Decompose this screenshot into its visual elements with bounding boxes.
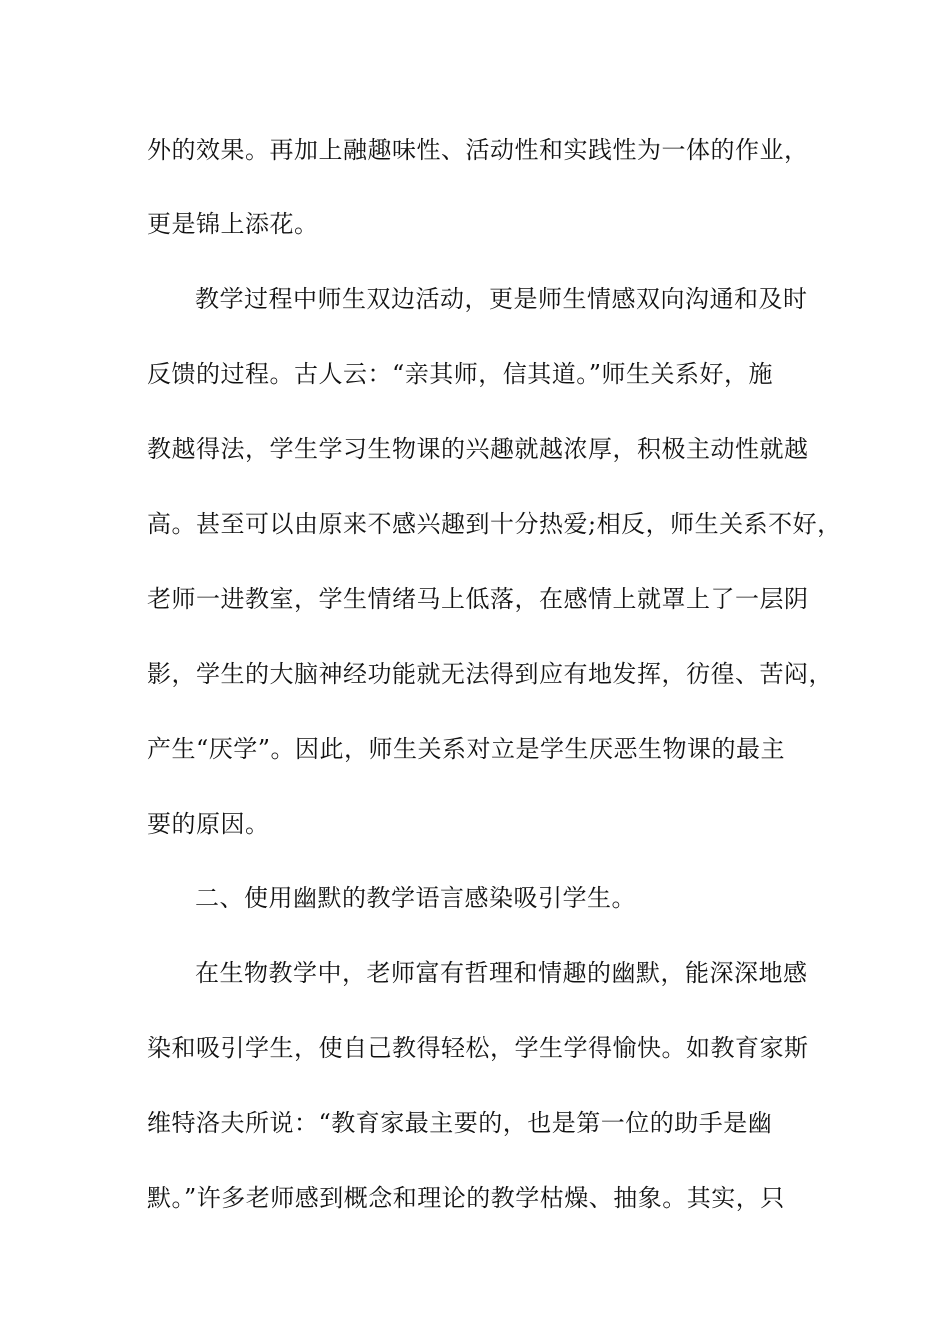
paragraph-line: 在生物教学中，老师富有哲理和情趣的幽默，能深深地感 [195,959,808,987]
paragraph-line: 反馈的过程。古人云：“亲其师，信其道。”师生关系好，施 [147,360,774,388]
paragraph-line: 高。甚至可以由原来不感兴趣到十分热爱;相反，师生关系不好， [147,510,842,538]
paragraph-line: 老师一进教室，学生情绪马上低落，在感情上就罩上了一层阴 [147,585,809,613]
paragraph-line: 产生“厌学”。因此，师生关系对立是学生厌恶生物课的最主 [147,735,786,763]
paragraph-line: 要的原因。 [147,810,270,838]
paragraph-line: 维特洛夫所说：“教育家最主要的，也是第一位的助手是幽 [147,1109,773,1137]
paragraph-line: 外的效果。再加上融趣味性、活动性和实践性为一体的作业， [147,136,809,164]
paragraph-line: 影，学生的大脑神经功能就无法得到应有地发挥，彷徨、苦闷， [147,660,833,688]
paragraph-line: 默。”许多老师感到概念和理论的教学枯燥、抽象。其实，只 [147,1184,785,1212]
paragraph-line: 染和吸引学生，使自己教得轻松，学生学得愉快。如教育家斯 [147,1034,809,1062]
paragraph-line: 教越得法，学生学习生物课的兴趣就越浓厚，积极主动性就越 [147,435,809,463]
paragraph-line: 教学过程中师生双边活动，更是师生情感双向沟通和及时 [195,285,808,313]
paragraph-line: 更是锦上添花。 [147,210,319,238]
section-heading: 二、使用幽默的教学语言感染吸引学生。 [195,884,636,912]
